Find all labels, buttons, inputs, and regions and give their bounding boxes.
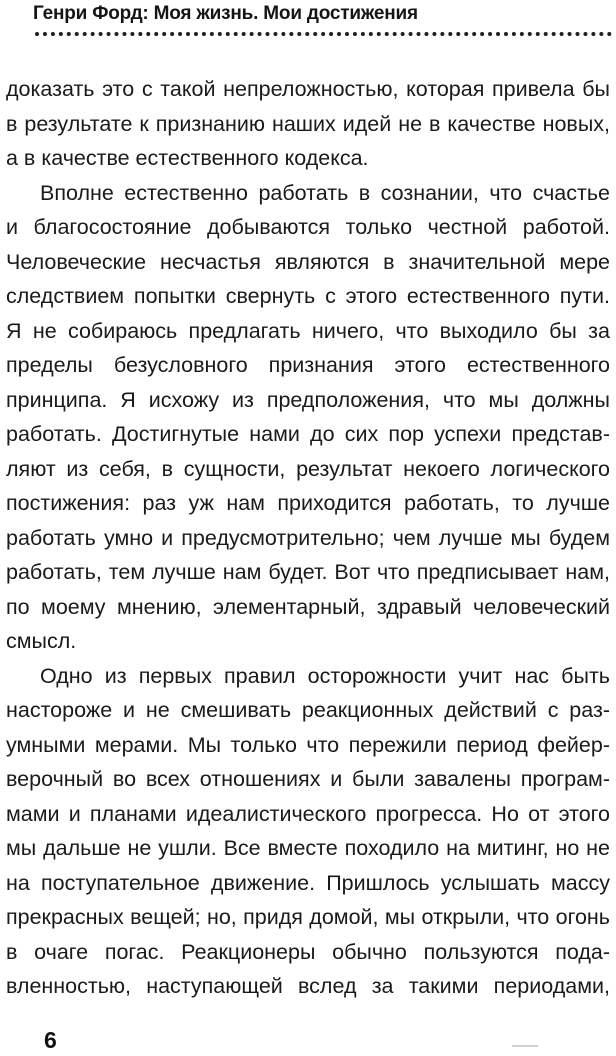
text-line: работать. Достигнутые нами до сих пор успехи представ- <box>6 422 610 446</box>
book-title: Генри Форд: Моя жизнь. Мои достижения <box>33 3 418 24</box>
text-line: Человеческие несчастья являются в значительной мере <box>6 249 610 274</box>
text-line: Одно из первых правил осторожности учит нас быть <box>40 663 610 688</box>
text-line: в результате к признанию наших идей не в качестве новых, <box>6 111 610 136</box>
dotted-rule <box>35 32 612 36</box>
page-number: 6 <box>44 1027 57 1053</box>
text-line: в очаге погас. Реакционеры обычно пользуются пода- <box>6 939 610 964</box>
text-line: доказать это с такой непреложностью, которая привела бы <box>6 77 610 101</box>
text-line: и благосостояние добываются только честной работой. <box>6 215 610 239</box>
text-line: работать умно и предусмотрительно; чем лучше мы будем <box>6 525 610 550</box>
text-line: принципа. Я исхожу из предположения, что мы должны <box>6 387 610 412</box>
text-line: следствием попытки свернуть с этого естественного пути. <box>6 284 610 308</box>
text-line: Я не собираюсь предлагать ничего, что выходило бы за <box>6 318 610 343</box>
body-text <box>6 72 610 1004</box>
text-line: смысл. <box>6 629 77 653</box>
text-line: мы дальше не ушли. Все вместе походило на митинг, но не <box>6 836 610 860</box>
text-line: работать, тем лучше нам будет. Вот что предписывает нам, <box>6 560 610 584</box>
text-line: на поступательное движение. Пришлось услышать массу <box>6 870 610 895</box>
text-line: умными мерами. Мы только что пережили период фейер- <box>6 732 610 757</box>
text-line: по моему мнению, элементарный, здравый человеческий <box>6 594 610 619</box>
text-line: постижения: раз уж нам приходится работать, то лучше <box>6 491 610 515</box>
text-line: мами и планами идеалистического прогресса. Но от этого <box>6 801 610 826</box>
text-line: настороже и не смешивать реакционных действий с раз- <box>6 698 610 722</box>
text-line: Вполне естественно работать в сознании, что счастье <box>40 180 610 205</box>
text-line: прекрасных вещей; но, придя домой, мы открыли, что огонь <box>6 905 610 929</box>
text-line: ляют из себя, в сущности, результат некоего логического <box>6 456 610 481</box>
text-line: а в качестве естественного кодекса. <box>6 146 369 170</box>
text-line: верочный во всех отношениях и были завалены програм- <box>6 767 610 791</box>
running-header <box>0 0 616 44</box>
text-line: вленностью, наступающей вслед за такими периодами, <box>6 974 610 998</box>
corner-mark <box>512 1045 538 1047</box>
text-line: пределы безусловного признания этого естественного <box>6 353 610 377</box>
